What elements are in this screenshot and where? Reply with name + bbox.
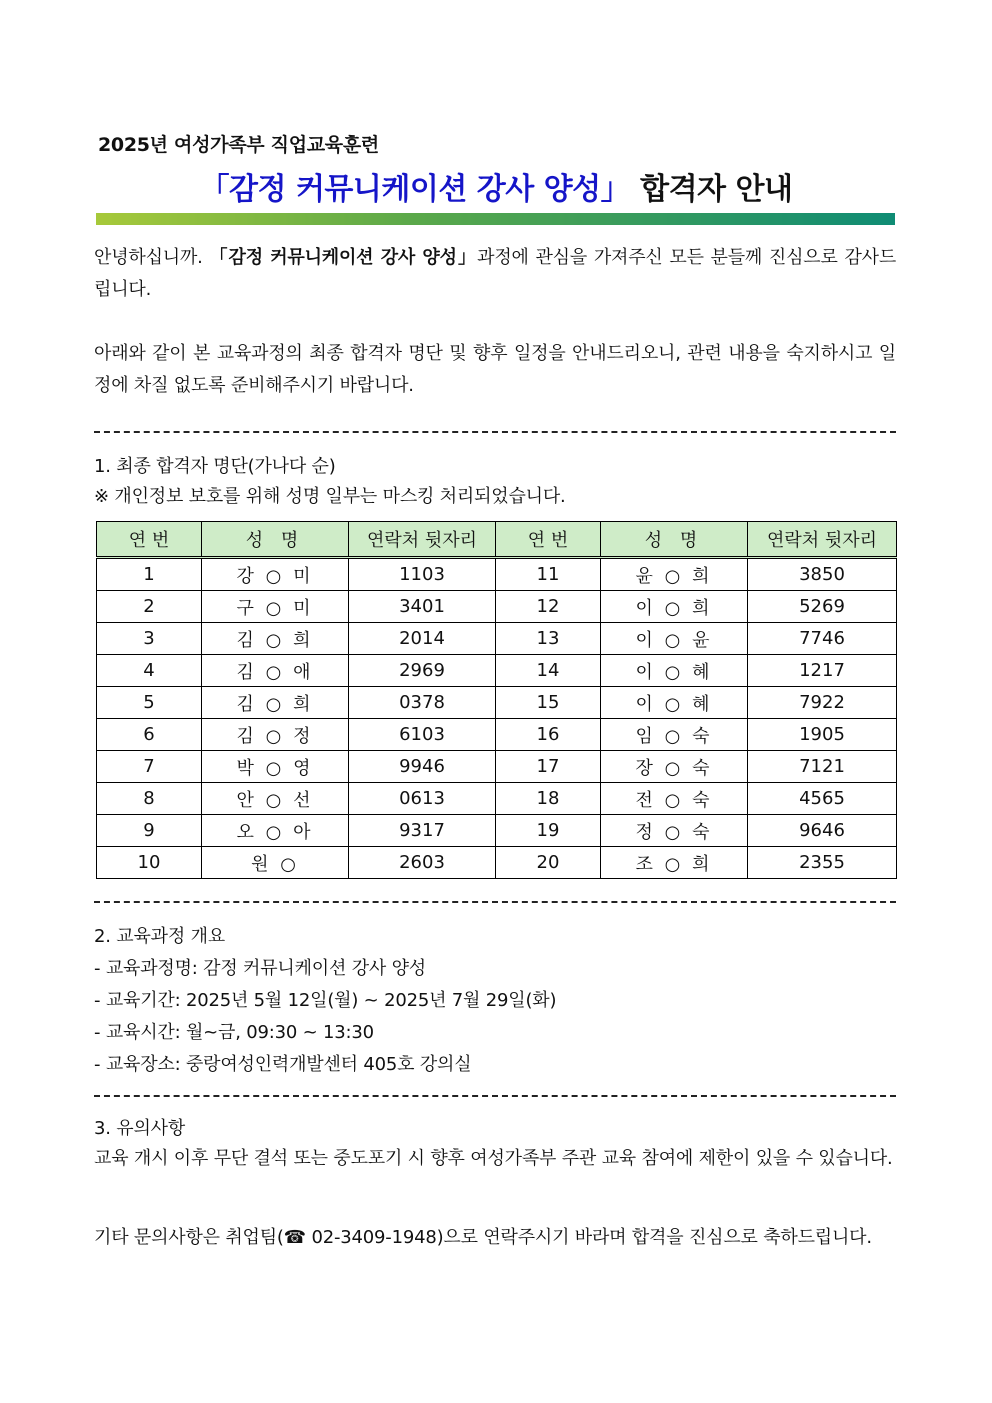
title-course-name: 「감정 커뮤니케이션 강사 양성」 <box>199 172 631 207</box>
person-name-cell: 이 ○ 혜 <box>601 687 748 719</box>
column-header: 연락처 뒷자리 <box>748 522 897 558</box>
phone-last-digits-cell: 2014 <box>349 623 496 655</box>
table-row <box>97 751 897 783</box>
row-number-cell: 11 <box>496 558 601 591</box>
person-name-cell: 김 ○ 애 <box>202 655 349 687</box>
phone-last-digits-cell: 3401 <box>349 591 496 623</box>
person-name-cell: 이 ○ 희 <box>601 591 748 623</box>
column-header: 연 번 <box>97 522 202 558</box>
person-name-cell: 이 ○ 혜 <box>601 655 748 687</box>
phone-last-digits-cell: 2355 <box>748 847 897 879</box>
row-number-cell: 7 <box>97 751 202 783</box>
title-suffix: 합격자 안내 <box>630 172 793 207</box>
phone-last-digits-cell: 4565 <box>748 783 897 815</box>
phone-last-digits-cell: 7922 <box>748 687 897 719</box>
person-name-cell: 원 ○ <box>202 847 349 879</box>
phone-last-digits-cell: 1103 <box>349 558 496 591</box>
title-gradient-bar <box>96 213 895 225</box>
roster-body <box>97 558 897 879</box>
phone-last-digits-cell: 7121 <box>748 751 897 783</box>
document-subtitle: 2025년 여성가족부 직업교육훈련 <box>98 134 379 156</box>
phone-last-digits-cell: 1905 <box>748 719 897 751</box>
person-name-cell: 김 ○ 희 <box>202 623 349 655</box>
column-header: 성 명 <box>202 522 349 558</box>
table-row <box>97 783 897 815</box>
course-time-item: - 교육시간: 월~금, 09:30 ~ 13:30 <box>94 1022 374 1043</box>
course-location-item: - 교육장소: 중랑여성인력개발센터 405호 강의실 <box>94 1054 472 1075</box>
row-number-cell: 6 <box>97 719 202 751</box>
phone-last-digits-cell: 7746 <box>748 623 897 655</box>
phone-last-digits-cell: 9646 <box>748 815 897 847</box>
row-number-cell: 1 <box>97 558 202 591</box>
table-row <box>97 719 897 751</box>
document-title <box>96 164 896 208</box>
column-header: 연락처 뒷자리 <box>349 522 496 558</box>
person-name-cell: 윤 ○ 희 <box>601 558 748 591</box>
intro-paragraph-1 <box>94 242 896 305</box>
intro-paragraph-2: 아래와 같이 본 교육과정의 최종 합격자 명단 및 향후 일정을 안내드리오니, 관련 내용을 숙지하시고 일정에 차질 없도록 준비해주시기 바랍니다. <box>94 343 896 396</box>
phone-last-digits-cell: 0613 <box>349 783 496 815</box>
row-number-cell: 14 <box>496 655 601 687</box>
row-number-cell: 4 <box>97 655 202 687</box>
intro-thanks: 과정에 관심을 가져주신 모든 분들께 진심으로 감사드립니다. <box>94 247 897 300</box>
dashed-divider <box>94 1095 896 1097</box>
person-name-cell: 이 ○ 윤 <box>601 623 748 655</box>
person-name-cell: 임 ○ 숙 <box>601 719 748 751</box>
dashed-divider <box>94 431 896 433</box>
section2-heading: 2. 교육과정 개요 <box>94 926 225 947</box>
privacy-note: ※ 개인정보 보호를 위해 성명 일부는 마스킹 처리되었습니다. <box>94 486 566 507</box>
person-name-cell: 정 ○ 숙 <box>601 815 748 847</box>
person-name-cell: 김 ○ 정 <box>202 719 349 751</box>
phone-last-digits-cell: 1217 <box>748 655 897 687</box>
column-header: 연 번 <box>496 522 601 558</box>
phone-last-digits-cell: 2969 <box>349 655 496 687</box>
table-row <box>97 687 897 719</box>
table-row <box>97 847 897 879</box>
section3-heading: 3. 유의사항 <box>94 1118 186 1139</box>
roster-table <box>96 521 897 879</box>
phone-last-digits-cell: 3850 <box>748 558 897 591</box>
row-number-cell: 10 <box>97 847 202 879</box>
person-name-cell: 오 ○ 아 <box>202 815 349 847</box>
table-row <box>97 655 897 687</box>
table-row <box>97 591 897 623</box>
notice-paragraph: 교육 개시 이후 무단 결석 또는 중도포기 시 향후 여성가족부 주관 교육 참여에 제한이 있을 수 있습니다. <box>94 1148 893 1169</box>
person-name-cell: 전 ○ 숙 <box>601 783 748 815</box>
person-name-cell: 조 ○ 희 <box>601 847 748 879</box>
row-number-cell: 13 <box>496 623 601 655</box>
row-number-cell: 8 <box>97 783 202 815</box>
person-name-cell: 장 ○ 숙 <box>601 751 748 783</box>
row-number-cell: 2 <box>97 591 202 623</box>
row-number-cell: 17 <box>496 751 601 783</box>
phone-last-digits-cell: 6103 <box>349 719 496 751</box>
person-name-cell: 김 ○ 희 <box>202 687 349 719</box>
phone-last-digits-cell: 5269 <box>748 591 897 623</box>
person-name-cell: 강 ○ 미 <box>202 558 349 591</box>
row-number-cell: 19 <box>496 815 601 847</box>
row-number-cell: 3 <box>97 623 202 655</box>
table-row <box>97 558 897 591</box>
table-row <box>97 815 897 847</box>
phone-last-digits-cell: 9317 <box>349 815 496 847</box>
person-name-cell: 안 ○ 선 <box>202 783 349 815</box>
person-name-cell: 구 ○ 미 <box>202 591 349 623</box>
person-name-cell: 박 ○ 영 <box>202 751 349 783</box>
row-number-cell: 5 <box>97 687 202 719</box>
intro-course-name: 「감정 커뮤니케이션 강사 양성」 <box>209 247 478 268</box>
table-row <box>97 623 897 655</box>
row-number-cell: 20 <box>496 847 601 879</box>
contact-paragraph: 기타 문의사항은 취업팀(☎ 02-3409-1948)으로 연락주시기 바라며 합격을 진심으로 축하드립니다. <box>94 1227 872 1248</box>
column-header: 성 명 <box>601 522 748 558</box>
phone-last-digits-cell: 0378 <box>349 687 496 719</box>
row-number-cell: 15 <box>496 687 601 719</box>
course-name-item: - 교육과정명: 감정 커뮤니케이션 강사 양성 <box>94 958 426 979</box>
row-number-cell: 12 <box>496 591 601 623</box>
row-number-cell: 9 <box>97 815 202 847</box>
table-header-row <box>97 522 897 558</box>
section1-heading: 1. 최종 합격자 명단(가나다 순) <box>94 456 336 477</box>
course-period-item: - 교육기간: 2025년 5월 12일(월) ~ 2025년 7월 29일(화) <box>94 990 557 1011</box>
intro-greeting: 안녕하십니까. <box>94 247 210 268</box>
phone-last-digits-cell: 9946 <box>349 751 496 783</box>
row-number-cell: 18 <box>496 783 601 815</box>
dashed-divider <box>94 901 896 903</box>
row-number-cell: 16 <box>496 719 601 751</box>
phone-last-digits-cell: 2603 <box>349 847 496 879</box>
